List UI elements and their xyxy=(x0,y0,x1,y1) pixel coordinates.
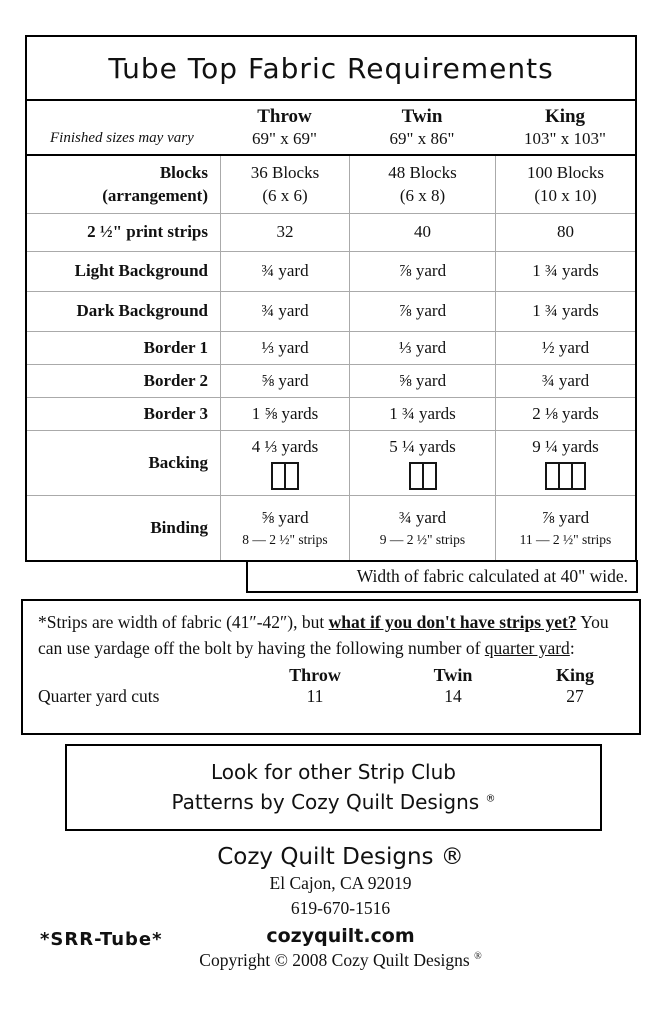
column-name: Throw xyxy=(257,106,312,127)
cell-twin: 5 ¼ yards xyxy=(349,430,495,495)
cell-king: 100 Blocks (10 x 10) xyxy=(495,156,635,213)
page-title: Tube Top Fabric Requirements xyxy=(27,37,635,101)
qy-col-king: King xyxy=(555,664,594,685)
table-header-row xyxy=(27,101,635,156)
qy-col-twin: Twin xyxy=(433,664,473,685)
footer xyxy=(0,844,663,971)
cell-throw: 36 Blocks (6 x 6) xyxy=(220,156,349,213)
company-name: Cozy Quilt Designs ® xyxy=(217,843,464,870)
cell-throw: ¾ yard xyxy=(220,291,349,331)
row-light-background xyxy=(27,251,635,291)
column-header-king xyxy=(495,101,635,154)
backing-seams-icon xyxy=(409,462,437,490)
cell-twin: ¾ yard 9 — 2 ½" strips xyxy=(349,495,495,560)
pattern-sku: *SRR-Tube* xyxy=(40,929,163,950)
column-size: 103" x 103" xyxy=(524,129,606,148)
registered-mark: ® xyxy=(474,950,482,962)
company-phone: 619-670-1516 xyxy=(290,897,391,918)
row-label: Light Background xyxy=(27,251,220,291)
fabric-width-note: Width of fabric calculated at 40" wide. xyxy=(246,560,638,593)
row-label: Border 3 xyxy=(27,397,220,430)
column-header-twin xyxy=(349,101,495,154)
column-name: King xyxy=(544,106,586,127)
cell-king: ⅞ yard 11 — 2 ½" strips xyxy=(495,495,635,560)
qy-value-twin: 14 xyxy=(444,685,462,706)
cell-king: 2 ⅛ yards xyxy=(495,397,635,430)
cell-twin: 48 Blocks (6 x 8) xyxy=(349,156,495,213)
cell-throw: 1 ⅝ yards xyxy=(220,397,349,430)
backing-seams-icon xyxy=(545,462,586,490)
cell-king: 1 ¾ yards xyxy=(495,251,635,291)
row-label: 2 ½" print strips xyxy=(27,213,220,251)
row-label: Backing xyxy=(27,430,220,495)
row-binding xyxy=(27,495,635,560)
cell-king: ½ yard xyxy=(495,331,635,364)
cell-throw: ⅝ yard xyxy=(220,364,349,397)
row-label: Blocks (arrangement) xyxy=(102,162,208,205)
column-name: Twin xyxy=(401,106,443,127)
row-border-2 xyxy=(27,364,635,397)
qy-value-king: 27 xyxy=(566,685,584,706)
row-label: Border 1 xyxy=(27,331,220,364)
row-border-1 xyxy=(27,331,635,364)
promo-line-1: Look for other Strip Club xyxy=(211,759,456,784)
company-address: El Cajon, CA 92019 xyxy=(269,872,412,893)
column-size: 69" x 86" xyxy=(389,129,455,148)
quarter-yard-header-row xyxy=(38,665,624,686)
promo-line-2: Patterns by Cozy Quilt Designs ® xyxy=(171,789,496,814)
cell-throw: ⅓ yard xyxy=(220,331,349,364)
cell-throw: 32 xyxy=(220,213,349,251)
registered-mark: ® xyxy=(485,793,496,805)
cell-throw: 4 ⅓ yards xyxy=(220,430,349,495)
fabric-requirements-table xyxy=(25,35,637,562)
cell-king: 80 xyxy=(495,213,635,251)
promo-box xyxy=(65,744,602,831)
qy-row-label: Quarter yard cuts xyxy=(38,685,160,706)
row-dark-background xyxy=(27,291,635,331)
copyright-line: Copyright © 2008 Cozy Quilt Designs ® xyxy=(199,949,482,970)
cell-king: 1 ¾ yards xyxy=(495,291,635,331)
column-size: 69" x 69" xyxy=(252,129,317,148)
strips-note-box xyxy=(21,599,641,735)
row-backing xyxy=(27,430,635,495)
cell-throw: ¾ yard xyxy=(220,251,349,291)
emphasis-text: what if you don't have strips yet? xyxy=(328,612,577,632)
cell-king: ¾ yard xyxy=(495,364,635,397)
row-blocks xyxy=(27,156,635,213)
cell-twin: ⅓ yard xyxy=(349,331,495,364)
cell-twin: ⅞ yard xyxy=(349,291,495,331)
strips-note-paragraph: *Strips are width of fabric (41″-42″), but what if you don't have strips yet? You can use yardage off the bolt by having the following number of quarter yard: xyxy=(38,612,609,658)
qy-col-throw: Throw xyxy=(289,664,341,685)
cell-throw: ⅝ yard 8 — 2 ½" strips xyxy=(220,495,349,560)
cell-king: 9 ¼ yards xyxy=(495,430,635,495)
company-website: cozyquilt.com xyxy=(266,924,415,947)
row-label: Border 2 xyxy=(27,364,220,397)
finished-sizes-note: Finished sizes may vary xyxy=(50,130,194,146)
quarter-yard-values-row xyxy=(38,686,624,707)
row-label: Dark Background xyxy=(27,291,220,331)
row-print-strips xyxy=(27,213,635,251)
qy-value-throw: 11 xyxy=(306,685,324,706)
cell-twin: 1 ¾ yards xyxy=(349,397,495,430)
backing-seams-icon xyxy=(271,462,299,490)
cell-twin: ⅝ yard xyxy=(349,364,495,397)
column-header-throw xyxy=(220,101,349,154)
row-border-3 xyxy=(27,397,635,430)
row-label: Binding xyxy=(27,495,220,560)
cell-twin: 40 xyxy=(349,213,495,251)
underlined-text: quarter yard xyxy=(484,637,570,658)
cell-twin: ⅞ yard xyxy=(349,251,495,291)
